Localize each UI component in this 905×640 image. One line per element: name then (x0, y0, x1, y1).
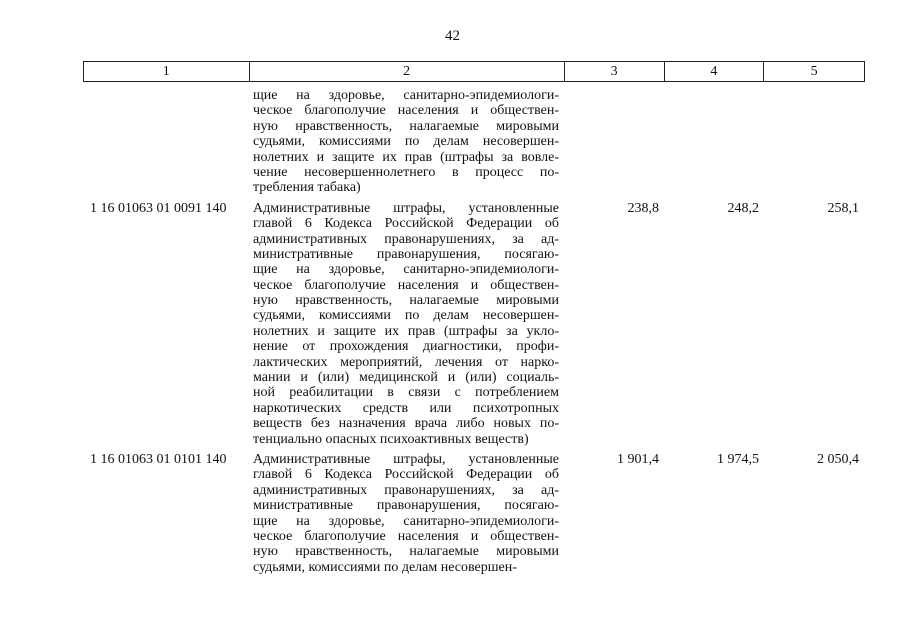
description-line: судьями, комиссиями по делам несовершен- (253, 308, 559, 324)
description-line: ческое благополучие населения и обществен- (253, 277, 559, 293)
row-value-col-5: 258,1 (827, 200, 859, 216)
row-code: 1 16 01063 01 0091 140 (90, 200, 227, 216)
row-description (249, 201, 565, 447)
description-line: требления табака) (253, 180, 361, 196)
description-line: веществ без назначения врача либо новых по- (253, 416, 559, 432)
row-value-col-3: 238,8 (627, 200, 659, 216)
table-row (83, 88, 865, 196)
column-header-4: 4 (665, 62, 765, 81)
description-line: нение от прохождения диагностики, профи- (253, 339, 559, 355)
description-line: министративные правонарушения, посягаю- (253, 498, 559, 514)
description-line: судьями, комиссиями по делам несовершен- (253, 134, 559, 150)
row-code: 1 16 01063 01 0101 140 (90, 451, 227, 467)
description-line: ческое благополучие населения и обществен- (253, 528, 559, 544)
column-header-3: 3 (565, 62, 665, 81)
description-line: щие на здоровье, санитарно-эпидемиологи- (253, 513, 559, 529)
description-line: щие на здоровье, санитарно-эпидемиологи- (253, 262, 559, 278)
description-line: Административные штрафы, установленные (253, 451, 559, 467)
row-value-col-4: 1 974,5 (717, 451, 759, 467)
row-value-col-3: 1 901,4 (617, 451, 659, 467)
table-header (83, 61, 865, 82)
description-line: нолетних и защите их прав (штрафы за вовле- (253, 149, 559, 165)
row-value-col-5: 2 050,4 (817, 451, 859, 467)
description-line: нолетних и защите их прав (штрафы за укло- (253, 323, 559, 339)
description-line: главой 6 Кодекса Российской Федерации об (253, 467, 559, 483)
table-row (83, 201, 865, 447)
description-line: чение несовершеннолетнего в процесс по- (253, 164, 559, 180)
description-line: ную нравственность, налагаемые мировыми (253, 293, 559, 309)
table-body (83, 88, 865, 575)
description-line: ную нравственность, налагаемые мировыми (253, 118, 559, 134)
row-description (249, 88, 565, 196)
description-line: ную нравственность, налагаемые мировыми (253, 544, 559, 560)
description-line: наркотических средств или психотропных (253, 400, 559, 416)
description-line: ной реабилитации в связи с потреблением (253, 385, 559, 401)
description-line: министративные правонарушения, посягаю- (253, 246, 559, 262)
page-number: 42 (445, 28, 460, 44)
description-line: Административные штрафы, установленные (253, 200, 559, 216)
column-header-5: 5 (810, 63, 818, 79)
description-line: тенциально опасных психоактивных веществ) (253, 431, 529, 447)
row-value-col-4: 248,2 (727, 200, 759, 216)
column-header-1: 1 (84, 62, 250, 81)
description-line: щие на здоровье, санитарно-эпидемиологи- (253, 88, 559, 103)
description-line: ческое благополучие населения и обществен- (253, 103, 559, 119)
description-line: лактических мероприятий, лечения от нарко- (253, 354, 559, 370)
description-line: мании и (или) медицинской и (или) социаль- (253, 370, 559, 386)
description-line: административных правонарушениях, за ад- (253, 482, 559, 498)
description-line: главой 6 Кодекса Российской Федерации об (253, 216, 559, 232)
row-description (249, 452, 565, 575)
description-line: судьями, комиссиями по делам несовершен- (253, 559, 517, 575)
table-row (83, 452, 865, 575)
description-line: административных правонарушениях, за ад- (253, 231, 559, 247)
column-header-2: 2 (250, 62, 565, 81)
